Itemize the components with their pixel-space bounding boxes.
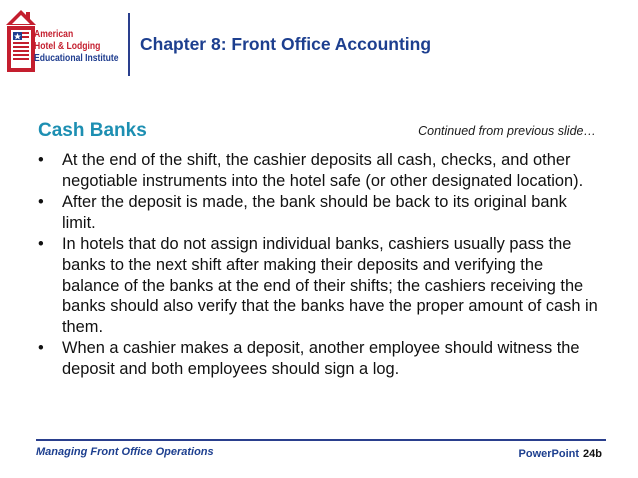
bullet-text: In hotels that do not assign individual banks, cashiers usually pass the banks to the next shift after making their deposits and verifying the balance of the banks at the end of their shifts; the cashiers receiving the banks should also verify that the banks have the proper amount of cash in them. <box>62 235 598 336</box>
footer-course-title: Managing Front Office Operations <box>36 446 214 458</box>
logo-wordmark <box>34 29 119 65</box>
bullet-text: At the end of the shift, the cashier deposits all cash, checks, and other negotiable instruments into the hotel safe (or other designated location). <box>62 151 584 190</box>
bullet-item <box>38 338 600 379</box>
bullet-marker: • <box>38 193 44 212</box>
bullet-item <box>38 150 600 191</box>
bullet-marker: • <box>38 339 44 358</box>
bullet-marker: • <box>38 151 44 169</box>
slide-title: Cash Banks <box>38 120 147 141</box>
bullet-list <box>38 150 600 381</box>
slide-number: 24b <box>583 448 602 460</box>
ahlei-logo <box>4 8 122 78</box>
bullet-item <box>38 234 600 337</box>
logo-line-2: Hotel & Lodging <box>34 41 101 52</box>
chapter-title: Chapter 8: Front Office Accounting <box>140 34 432 54</box>
footer-slide-label <box>519 448 602 460</box>
continued-note: Continued from previous slide… <box>418 124 596 138</box>
bullet-item <box>38 192 600 233</box>
logo-line-1: American <box>34 29 74 40</box>
bullet-text: When a cashier makes a deposit, another employee should witness the deposit and both employees should sign a log. <box>62 339 580 378</box>
footer-divider <box>36 439 606 441</box>
house-logo-icon <box>4 8 38 74</box>
header-divider <box>128 13 130 76</box>
bullet-marker: • <box>38 235 44 254</box>
logo-line-3: Educational Institute <box>34 53 119 64</box>
footer-powerpoint-label: PowerPoint <box>518 448 580 460</box>
bullet-text: After the deposit is made, the bank should be back to its original bank limit. <box>62 193 567 232</box>
